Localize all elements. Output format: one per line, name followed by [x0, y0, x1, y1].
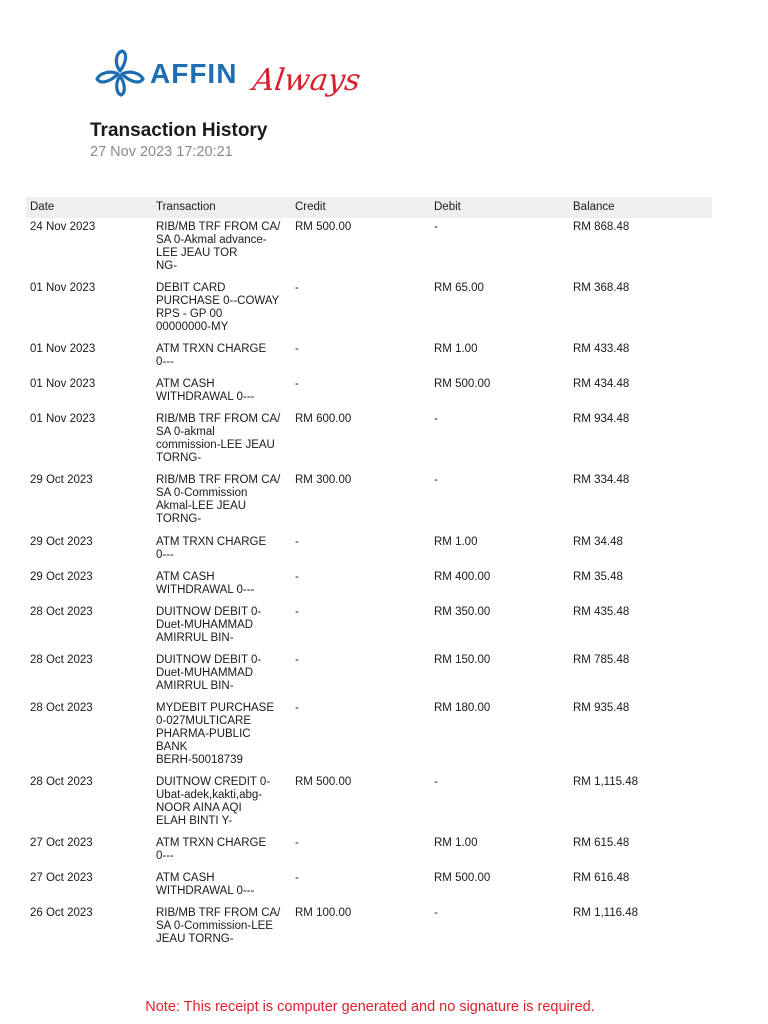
table-header	[26, 197, 712, 218]
brand-logo	[94, 46, 364, 102]
cell-debit: RM 350.00	[434, 606, 491, 618]
table-row	[26, 375, 712, 410]
cell-date: 27 Oct 2023	[30, 837, 93, 849]
cell-balance: RM 616.48	[573, 872, 630, 884]
cell-credit: RM 300.00	[295, 474, 352, 486]
cell-date: 01 Nov 2023	[30, 282, 96, 294]
cell-debit: -	[434, 221, 438, 233]
cell-debit: RM 1.00	[434, 343, 478, 355]
cell-balance: RM 1,116.48	[573, 907, 638, 919]
table-row	[26, 773, 712, 834]
cell-balance: RM 433.48	[573, 343, 630, 355]
cell-credit: RM 500.00	[295, 776, 352, 788]
brand-tagline: Always	[250, 63, 363, 98]
receipt-note: Note: This receipt is computer generated and no signature is required.	[145, 999, 595, 1015]
table-row	[26, 410, 712, 471]
cell-transaction: RIB/MB TRF FROM CA/ SA 0-Commission Akmal-LEE JEAU TORNG-	[156, 474, 281, 525]
cell-balance: RM 34.48	[573, 536, 623, 548]
cell-transaction: DUITNOW DEBIT 0- Duet-MUHAMMAD AMIRRUL BIN-	[156, 654, 262, 692]
cell-date: 28 Oct 2023	[30, 654, 93, 666]
cell-balance: RM 35.48	[573, 571, 623, 583]
cell-date: 28 Oct 2023	[30, 606, 93, 618]
cell-credit: -	[295, 378, 299, 390]
table-row	[26, 279, 712, 340]
cell-date: 29 Oct 2023	[30, 474, 93, 486]
cell-transaction: ATM CASH WITHDRAWAL 0---	[156, 872, 255, 897]
cell-transaction: ATM CASH WITHDRAWAL 0---	[156, 378, 255, 403]
cell-credit: -	[295, 282, 299, 294]
cell-debit: RM 500.00	[434, 378, 491, 390]
cell-debit: RM 180.00	[434, 702, 491, 714]
table-row	[26, 699, 712, 773]
cell-date: 01 Nov 2023	[30, 378, 96, 390]
cell-credit: -	[295, 702, 299, 714]
table-row	[26, 568, 712, 603]
header-row	[26, 197, 712, 218]
cell-credit: RM 100.00	[295, 907, 352, 919]
table-row	[26, 340, 712, 375]
cell-date: 01 Nov 2023	[30, 413, 96, 425]
cell-transaction: RIB/MB TRF FROM CA/ SA 0-Akmal advance- LEE JEAU TOR NG-	[156, 221, 281, 272]
cell-date: 29 Oct 2023	[30, 536, 93, 548]
table-row	[26, 218, 712, 279]
table-row	[26, 651, 712, 699]
cell-credit: -	[295, 654, 299, 666]
cell-credit: -	[295, 571, 299, 583]
cell-balance: RM 615.48	[573, 837, 630, 849]
cell-date: 28 Oct 2023	[30, 702, 93, 714]
cell-transaction: DUITNOW CREDIT 0- Ubat-adek,kakti,abg- NOOR AINA AQI ELAH BINTI Y-	[156, 776, 271, 827]
cell-debit: -	[434, 413, 438, 425]
table-row	[26, 471, 712, 533]
cell-transaction: ATM CASH WITHDRAWAL 0---	[156, 571, 255, 596]
cell-debit: -	[434, 776, 438, 788]
column-header-balance: Balance	[569, 197, 712, 218]
cell-credit: -	[295, 837, 299, 849]
cell-date: 01 Nov 2023	[30, 343, 96, 355]
cell-transaction: ATM TRXN CHARGE 0---	[156, 343, 267, 368]
cell-credit: RM 500.00	[295, 221, 352, 233]
cell-credit: RM 600.00	[295, 413, 352, 425]
cell-date: 28 Oct 2023	[30, 776, 93, 788]
cell-credit: -	[295, 343, 299, 355]
cell-balance: RM 435.48	[573, 606, 630, 618]
cell-credit: -	[295, 536, 299, 548]
column-header-credit: Credit	[291, 197, 430, 218]
report-timestamp: 27 Nov 2023 17:20:21	[90, 144, 233, 160]
column-header-transaction: Transaction	[152, 197, 291, 218]
cell-date: 27 Oct 2023	[30, 872, 93, 884]
cell-date: 24 Nov 2023	[30, 221, 96, 233]
cell-debit: RM 65.00	[434, 282, 484, 294]
cell-date: 26 Oct 2023	[30, 907, 93, 919]
column-header-date: Date	[26, 197, 152, 218]
cell-balance: RM 935.48	[573, 702, 630, 714]
cell-debit: RM 400.00	[434, 571, 491, 583]
cell-transaction: DUITNOW DEBIT 0- Duet-MUHAMMAD AMIRRUL BIN-	[156, 606, 262, 644]
cell-balance: RM 868.48	[573, 221, 630, 233]
cell-credit: -	[295, 606, 299, 618]
table-row	[26, 603, 712, 651]
cell-debit: RM 1.00	[434, 536, 478, 548]
cell-balance: RM 334.48	[573, 474, 630, 486]
column-header-debit: Debit	[430, 197, 569, 218]
cell-transaction: DEBIT CARD PURCHASE 0--COWAY RPS - GP 00 00000000-MY	[156, 282, 280, 333]
transaction-table	[26, 197, 712, 949]
cell-transaction: MYDEBIT PURCHASE 0-027MULTICARE PHARMA-PUBLIC BANK BERH-50018739	[156, 702, 275, 766]
cell-debit: RM 150.00	[434, 654, 491, 666]
cell-transaction: ATM TRXN CHARGE 0---	[156, 536, 267, 561]
cell-credit: -	[295, 872, 299, 884]
brand-name: AFFIN	[150, 58, 238, 89]
cell-debit: -	[434, 907, 438, 919]
cell-balance: RM 785.48	[573, 654, 630, 666]
table-row	[26, 869, 712, 904]
cell-balance: RM 368.48	[573, 282, 630, 294]
cell-balance: RM 934.48	[573, 413, 630, 425]
cell-balance: RM 434.48	[573, 378, 630, 390]
cell-balance: RM 1,115.48	[573, 776, 638, 788]
affin-flower-logo-icon	[94, 46, 364, 102]
cell-transaction: RIB/MB TRF FROM CA/ SA 0-Commission-LEE JEAU TORNG-	[156, 907, 281, 945]
cell-debit: RM 1.00	[434, 837, 478, 849]
cell-debit: RM 500.00	[434, 872, 491, 884]
table-body	[26, 218, 712, 949]
table-row	[26, 904, 712, 949]
table-row	[26, 533, 712, 568]
cell-transaction: ATM TRXN CHARGE 0---	[156, 837, 267, 862]
cell-date: 29 Oct 2023	[30, 571, 93, 583]
cell-debit: -	[434, 474, 438, 486]
page-title: Transaction History	[90, 120, 268, 141]
cell-transaction: RIB/MB TRF FROM CA/ SA 0-akmal commission-LEE JEAU TORNG-	[156, 413, 281, 464]
table-row	[26, 834, 712, 869]
